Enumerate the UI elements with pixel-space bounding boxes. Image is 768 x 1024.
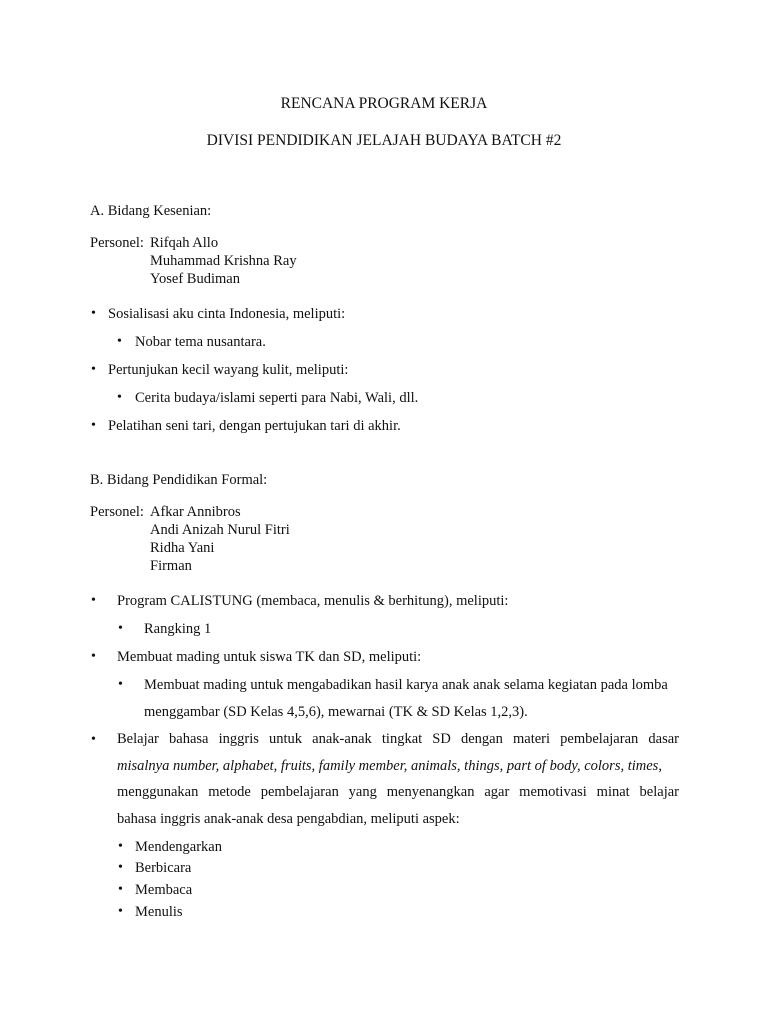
section-b-item-3-line-2 [117, 753, 679, 780]
section-b-item-3-comma: , [658, 757, 662, 774]
bullet-icon: • [91, 418, 96, 433]
section-b-item-2-sub-line-1: Membuat mading untuk mengabadikan hasil karya anak anak selama kegiatan pada lomba [144, 677, 668, 693]
bullet-icon: • [118, 677, 123, 692]
bullet-icon: • [91, 306, 96, 321]
bullet-icon: • [91, 649, 96, 664]
section-a-item-1: Sosialisasi aku cinta Indonesia, meliputi: [108, 306, 346, 322]
section-b-item-2: Membuat mading untuk siswa TK dan SD, meliputi: [117, 649, 422, 665]
aspect-item-1: Mendengarkan [135, 839, 222, 855]
bullet-icon: • [118, 904, 123, 919]
section-a-personel-label: Personel: [90, 235, 144, 251]
section-a-personel-2: Muhammad Krishna Ray [150, 253, 297, 269]
section-a-heading: A. Bidang Kesenian: [90, 203, 212, 219]
bullet-icon: • [117, 334, 122, 349]
section-b-item-3-line-1: Belajar bahasa inggris untuk anak-anak tingkat SD dengan materi pembelajaran dasar [117, 731, 679, 747]
section-a-item-2: Pertunjukan kecil wayang kulit, meliputi: [108, 362, 349, 378]
section-b-personel-label: Personel: [90, 504, 144, 520]
bullet-icon: • [91, 362, 96, 377]
section-b-personel-2: Andi Anizah Nurul Fitri [150, 522, 290, 538]
bullet-icon: • [118, 839, 123, 854]
section-a-item-1-sub: Nobar tema nusantara. [135, 334, 266, 350]
section-b-personel-1: Afkar Annibros [150, 504, 241, 520]
bullet-icon: • [91, 732, 96, 747]
aspect-item-4: Menulis [135, 904, 183, 920]
aspect-item-3: Membaca [135, 882, 193, 898]
section-b-item-1: Program CALISTUNG (membaca, menulis & berhitung), meliputi: [117, 593, 509, 609]
section-b-item-3-line-3: menggunakan metode pembelajaran yang menyenangkan agar memotivasi minat belajar [117, 784, 679, 800]
bullet-icon: • [118, 860, 123, 875]
document-title: RENCANA PROGRAM KERJA [280, 95, 488, 112]
section-b-item-3-line-4: bahasa inggris anak-anak desa pengabdian, meliputi aspek: [117, 810, 460, 827]
section-b-personel-4: Firman [150, 558, 192, 574]
section-b-item-2-sub-line-2: menggambar (SD Kelas 4,5,6), mewarnai (TK & SD Kelas 1,2,3). [144, 704, 528, 720]
section-b-item-1-sub: Rangking 1 [144, 621, 212, 637]
bullet-icon: • [118, 882, 123, 897]
section-b-personel-3: Ridha Yani [150, 540, 215, 556]
section-b-item-2-sub [144, 672, 684, 726]
bullet-icon: • [117, 390, 122, 405]
section-a-personel-1: Rifqah Allo [150, 235, 219, 251]
section-a-item-2-sub: Cerita budaya/islami seperti para Nabi, Wali, dll. [135, 390, 419, 406]
aspect-item-2: Berbicara [135, 860, 192, 876]
document-subtitle: DIVISI PENDIDIKAN JELAJAH BUDAYA BATCH #2 [206, 132, 562, 149]
section-b-heading: B. Bidang Pendidikan Formal: [90, 472, 268, 488]
section-b-item-3-topics: misalnya number, alphabet, fruits, family member, animals, things, part of body, colors, times [117, 757, 659, 774]
section-b-item-3 [117, 726, 679, 832]
section-a-item-3: Pelatihan seni tari, dengan pertujukan tari di akhir. [108, 418, 401, 434]
bullet-icon: • [118, 621, 123, 636]
bullet-icon: • [91, 593, 96, 608]
section-a-personel-3: Yosef Budiman [150, 271, 240, 287]
